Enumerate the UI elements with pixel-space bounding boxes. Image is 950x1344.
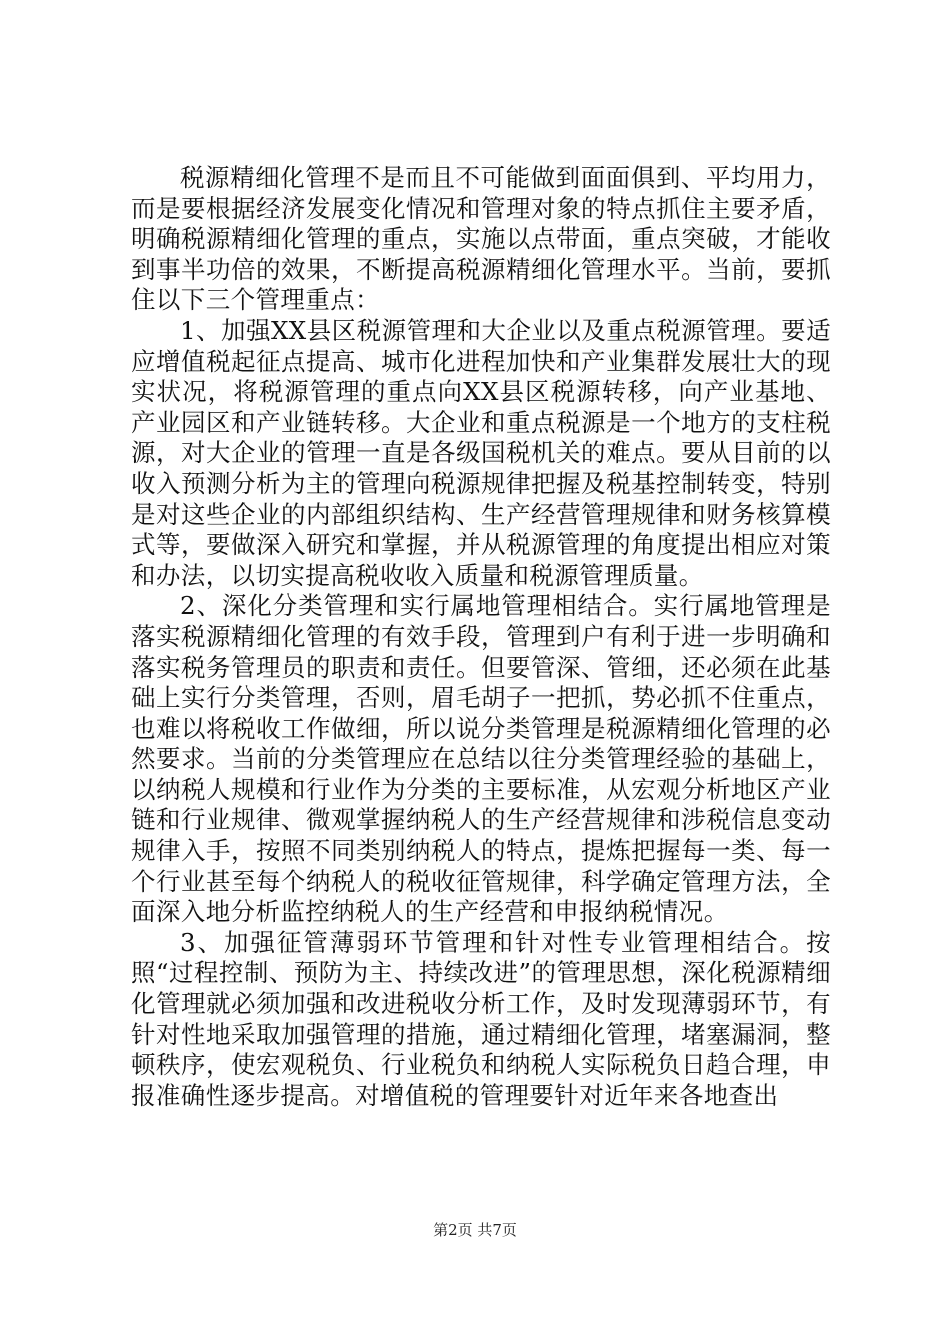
paragraph-point-3: 3、加强征管薄弱环节管理和针对性专业管理相结合。按照“过程控制、预防为主、持续改进”的管理思想，深化税源精细化管理就必须加强和改进税收分析工作，及时发现薄弱环节，有针对性地采取加强管理的措施，通过精细化管理，堵塞漏洞，整顿秩序，使宏观税负、行业税负和纳税人实际税负日趋合理，申报准确性逐步提高。对增值税的管理要针对近年来各地查出 — [131, 927, 831, 1110]
document-body — [131, 163, 831, 1111]
page-number-footer: 第2页 共7页 — [433, 1221, 517, 1239]
paragraph-intro: 税源精细化管理不是而且不可能做到面面俱到、平均用力，而是要根据经济发展变化情况和管理对象的特点抓住主要矛盾，明确税源精细化管理的重点，实施以点带面，重点突破，才能收到事半功倍的效果，不断提高税源精细化管理水平。当前，要抓住以下三个管理重点： — [131, 163, 831, 315]
paragraph-point-1: 1、加强XX县区税源管理和大企业以及重点税源管理。要适应增值税起征点提高、城市化进程加快和产业集群发展壮大的现实状况，将税源管理的重点向XX县区税源转移，向产业基地、产业园区和产业链转移。大企业和重点税源是一个地方的支柱税源，对大企业的管理一直是各级国税机关的难点。要从目前的以收入预测分析为主的管理向税源规律把握及税基控制转变，特别是对这些企业的内部组织结构、生产经营管理规律和财务核算模式等，要做深入研究和掌握，并从税源管理的角度提出相应对策和办法，以切实提高税收收入质量和税源管理质量。 — [131, 315, 831, 590]
paragraph-point-2: 2、深化分类管理和实行属地管理相结合。实行属地管理是落实税源精细化管理的有效手段，管理到户有利于进一步明确和落实税务管理员的职责和责任。但要管深、管细，还必须在此基础上实行分类管理，否则，眉毛胡子一把抓，势必抓不住重点，也难以将税收工作做细，所以说分类管理是税源精细化管理的必然要求。当前的分类管理应在总结以往分类管理经验的基础上，以纳税人规模和行业作为分类的主要标准，从宏观分析地区产业链和行业规律、微观掌握纳税人的生产经营规律和涉税信息变动规律入手，按照不同类别纳税人的特点，提炼把握每一类、每一个行业甚至每个纳税人的税收征管规律，科学确定管理方法，全面深入地分析监控纳税人的生产经营和申报纳税情况。 — [131, 591, 831, 927]
